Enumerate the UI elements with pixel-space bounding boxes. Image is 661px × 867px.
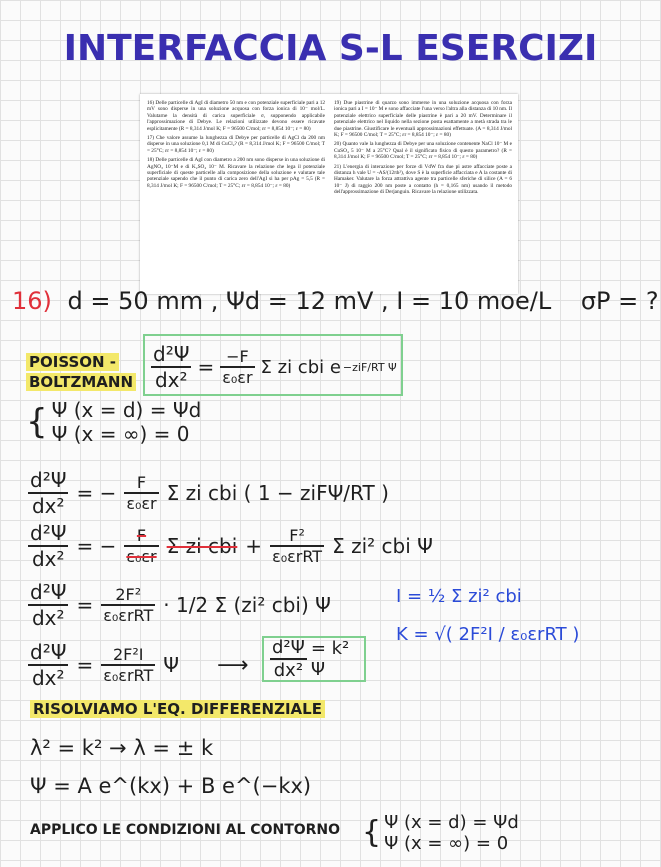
label-line-2: BOLTZMANN [26, 373, 136, 391]
problem-number: 16) [12, 287, 52, 315]
exercise-19: 19) Due piastrine di quarzo sono immerse in una soluzione acquosa con forza ionica pari a I = 10⁻ M e sono affacciate l'una verso l'altra alla distanza di 10 nm. Il potenziale elettrico superficiale delle piastrine è pari a 20 mV. Determinare il potenziale elettrico nel liquido nella sezione posta esattamente a metà strada tra le due piastrine. Giustificare le eventuali approssimazioni effettuate. (A = 8,314 J/mol K; F = 96500 C/mol; T = 25°C; εr = 8,854 10⁻; ε = 80) [334, 100, 512, 139]
exercise-column-left [147, 100, 325, 192]
second-term: Σ zi² cbi Ψ [332, 534, 433, 558]
exercise-sheet-image [140, 94, 518, 294]
unknown: σP = ? [580, 287, 659, 315]
problem-line [12, 287, 659, 315]
arrow: ⟶ [217, 652, 249, 678]
ionic-rhs: · 1/2 Σ (zi² cbi) Ψ [163, 593, 331, 617]
final-equation: $\frac{\text{d²Ψ}}{\text{dx²}}$ = $\frac{\text{2F²I}}{\text{ε₀εrRT}}$ Ψ ⟶ [30, 640, 249, 690]
boundary-conditions [26, 398, 201, 446]
ionic-strength-definition: I = ½ Σ zi² cbi [396, 586, 522, 607]
label-line-1: POISSON - [26, 353, 119, 371]
exercise-18: 18) Delle particelle di AgI con diametro a 200 nm sono disperse in una soluzione di AgNO₃ 10⁻M e di K₂SO₄ 10⁻ M. Ricavare la relazione che lega il potenziale superficiale di queste particelle alla composizione della soluzione e valutare tale potenziale sapendo che il punto di carica zero dell'AgI si ha per pAg = 5,5 (R = 8,314 J/mol K; F = 96500 C/mol; T = 25°C; εr = 8,854 10⁻; ε = 80) [147, 157, 325, 189]
charge-fraction: $\frac{-F}{\text{ε₀εr}}$ [222, 347, 253, 387]
ionic-strength-equation: $\frac{\text{d²Ψ}}{\text{dx²}}$ = $\frac{\text{2F²}}{\text{ε₀εrRT}}$ · 1/2 Σ (zi² cbi) Ψ [30, 580, 331, 630]
linearized-equation: $\frac{\text{d²Ψ}}{\text{dx²}}$ = − $\frac{F}{\text{ε₀εr}}$ Σ zi cbi ( 1 − ziFΨ/RT ) [30, 468, 389, 518]
poisson-boltzmann-equation-box [143, 334, 403, 396]
bc-1: Ψ (x = d) = Ψd [51, 398, 202, 422]
apply-label: APPLICO LE CONDIZIONI AL CONTORNO [30, 822, 341, 838]
cancelled-term: Σ zi cbi [166, 534, 238, 558]
characteristic-equation: λ² = k² → λ = ± k [30, 736, 214, 760]
brace: { [26, 402, 48, 442]
pb-equation: $\frac{\text{d²Ψ}}{\text{dx²}}$ = $\frac{-F}{\text{ε₀εr}}$ Σ zi cbi e −ziF/RT Ψ [153, 342, 397, 392]
bc-2b: Ψ (x = ∞) = 0 [384, 833, 509, 854]
boundary-conditions-2: { Ψ (x = d) = Ψd Ψ (x = ∞) = 0 [362, 812, 519, 854]
second-derivative: $\frac{\text{d²Ψ}}{\text{dx²}}$ [153, 342, 190, 392]
linearized-rhs: Σ zi cbi ( 1 − ziFΨ/RT ) [166, 481, 389, 505]
exercise-17: 17) Che valore assume la lunghezza di Debye per particelle di AgCl da 200 nm disperse in una soluzione 0,1 M di CuCl₂? (R = 8,314 J/mol K; F = 96500 C/mol; T = 25°C; εr = 8,854 10⁻; ε = 80) [147, 135, 325, 154]
final-rhs: Ψ [163, 653, 179, 677]
exercise-16: 16) Delle particelle di AgI di diametro 50 nm e con potenziale superficiale pari a 12 mV sono disperse in una soluzione acquosa con forza ionica di 10⁻ mol/L. Valutarne la densità di carica superficiale σ, supponendo applicabile l'approssimazione di Debye. Le relazioni utilizzate devono essere ricavate esplicitamente (R = 8,314 J/mol K; F = 96500 C/mol; εr = 8,854 10⁻; ε = 80) [147, 100, 325, 132]
solve-label: RISOLVIAMO L'EQ. DIFFERENZIALE [30, 700, 325, 718]
given-values: d = 50 mm , Ψd = 12 mV , I = 10 moe/L [67, 287, 552, 315]
poisson-boltzmann-label [26, 352, 136, 392]
bc-1b: Ψ (x = d) = Ψd [384, 812, 519, 833]
general-solution: Ψ = A e^(kx) + B e^(−kx) [30, 774, 312, 798]
exercise-21: 21) L'energia di interazione per forze di VdW fra due pi astre affacciate poste a distanza h vale U = -AS/(12πh²), dove S è la superficie affacciata e A la costante di Hamaker. Valutare la forza attrattiva agente tra particelle sferiche di silice (A = 6 10⁻ J) di raggio 200 nm poste a contatto (h = 0,165 nm) usando il metodo dell'approssimazione di Derjanguin. Ricavare la relazione utilizzata. [334, 163, 512, 196]
debye-k-definition: K = √( 2F²I / ε₀εrRT ) [396, 624, 580, 645]
exercise-column-right [334, 100, 512, 199]
sum-term: Σ zi cbi e [260, 356, 341, 378]
boxed-result: $\frac{\text{d²Ψ}}{\text{dx²}}$ = k² Ψ [262, 636, 366, 682]
page-title: INTERFACCIA S-L ESERCIZI [63, 28, 598, 69]
expanded-equation: $\frac{\text{d²Ψ}}{\text{dx²}}$ = − $\frac{F}{\text{ε₀εr}}$ Σ zi cbi + $\frac{\text{F²}}{\text{ε₀εrRT}}$ Σ zi² cbi Ψ [30, 521, 433, 571]
boxed-rhs: = k² Ψ [310, 638, 350, 680]
exercise-20: 20) Quanto vale la lunghezza di Debye per una soluzione contenente NaCl 10⁻ M e CuSO₄ 5 10⁻ M a 25°C? Qual è il significato fisico di questo parametro? (R = 8,314 J/mol K; F = 96500 C/mol; T = 25°C; εr = 8,854 10⁻; ε = 80) [334, 141, 512, 161]
bc-2: Ψ (x = ∞) = 0 [51, 422, 190, 446]
exponent: −ziF/RT Ψ [342, 360, 397, 374]
